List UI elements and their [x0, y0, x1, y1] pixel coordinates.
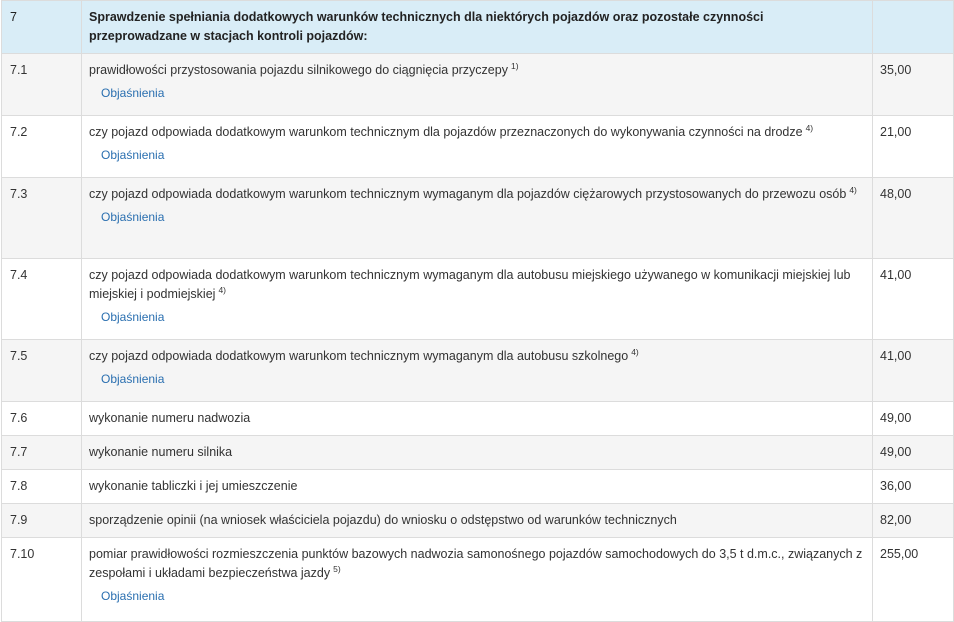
section-title: Sprawdzenie spełniania dodatkowych warunków technicznych dla niektórych pojazdów oraz pozostałe czynności przeprowadzane w stacjach kontroli pojazdów:: [82, 1, 873, 54]
row-price: 82,00: [873, 504, 954, 538]
footnote-ref[interactable]: 4): [805, 122, 814, 133]
row-description: [82, 340, 873, 402]
row-number: 7.9: [2, 504, 82, 538]
row-price: 41,00: [873, 340, 954, 402]
row-description: wykonanie numeru nadwozia: [82, 402, 873, 436]
row-number: 7.1: [2, 54, 82, 116]
row-text: czy pojazd odpowiada dodatkowym warunkom technicznym wymaganym dla autobusu miejskiego używanego w komunikacji miejskiej lub miejskiej i podmiejskiej: [89, 268, 851, 301]
explanations-link[interactable]: Objaśnienia: [101, 148, 165, 162]
row-description: [82, 259, 873, 340]
row-description: [82, 54, 873, 116]
row-number: 7.2: [2, 116, 82, 178]
section-price: [873, 1, 954, 54]
footnote-ref[interactable]: 4): [631, 346, 639, 357]
row-price: 48,00: [873, 178, 954, 259]
explanations-link[interactable]: Objaśnienia: [101, 210, 165, 224]
row-text: pomiar prawidłowości rozmieszczenia punktów bazowych nadwozia samonośnego pojazdów samochodowych do 3,5 t d.m.c., związanych z zespołami i układami bezpieczeństwa jazdy: [89, 547, 863, 580]
row-number: 7.7: [2, 436, 82, 470]
table-row: [2, 54, 954, 116]
row-number: 7.3: [2, 178, 82, 259]
row-price: 21,00: [873, 116, 954, 178]
explanations-link[interactable]: Objaśnienia: [101, 86, 165, 100]
table-row: [2, 470, 954, 504]
table-row: [2, 538, 954, 622]
row-text: prawidłowości przystosowania pojazdu silnikowego do ciągnięcia przyczepy: [89, 63, 508, 77]
footnote-ref[interactable]: 5): [333, 563, 341, 574]
footnote-ref[interactable]: 1): [510, 60, 519, 71]
table-row: [2, 340, 954, 402]
table-row: [2, 116, 954, 178]
footnote-ref[interactable]: 4): [218, 284, 226, 295]
explanations-link[interactable]: Objaśnienia: [101, 372, 165, 386]
row-number: 7.5: [2, 340, 82, 402]
table-row: [2, 178, 954, 259]
row-number: 7.10: [2, 538, 82, 622]
row-price: 41,00: [873, 259, 954, 340]
row-price: 49,00: [873, 436, 954, 470]
section-header-row: [2, 1, 954, 54]
footnote-ref[interactable]: 4): [849, 184, 857, 195]
row-description: wykonanie tabliczki i jej umieszczenie: [82, 470, 873, 504]
explanations-link[interactable]: Objaśnienia: [101, 589, 165, 603]
table-row: [2, 259, 954, 340]
row-description: [82, 116, 873, 178]
row-description: wykonanie numeru silnika: [82, 436, 873, 470]
row-description: sporządzenie opinii (na wniosek właściciela pojazdu) do wniosku o odstępstwo od warunków technicznych: [82, 504, 873, 538]
row-description: [82, 178, 873, 259]
row-price: 49,00: [873, 402, 954, 436]
row-number: 7.8: [2, 470, 82, 504]
row-number: 7.6: [2, 402, 82, 436]
row-price: 35,00: [873, 54, 954, 116]
row-description: [82, 538, 873, 622]
table-row: [2, 436, 954, 470]
fee-table: [1, 0, 954, 622]
row-price: 255,00: [873, 538, 954, 622]
row-text: czy pojazd odpowiada dodatkowym warunkom technicznym wymaganym dla pojazdów ciężarowych przystosowanych do przewozu osób: [89, 187, 847, 201]
row-price: 36,00: [873, 470, 954, 504]
row-number: 7.4: [2, 259, 82, 340]
section-number: 7: [2, 1, 82, 54]
row-text: czy pojazd odpowiada dodatkowym warunkom technicznym dla pojazdów przeznaczonych do wykonywania czynności na drodze: [89, 125, 803, 139]
table-row: [2, 402, 954, 436]
explanations-link[interactable]: Objaśnienia: [101, 310, 165, 324]
row-text: czy pojazd odpowiada dodatkowym warunkom technicznym wymaganym dla autobusu szkolnego: [89, 349, 629, 363]
table-row: [2, 504, 954, 538]
